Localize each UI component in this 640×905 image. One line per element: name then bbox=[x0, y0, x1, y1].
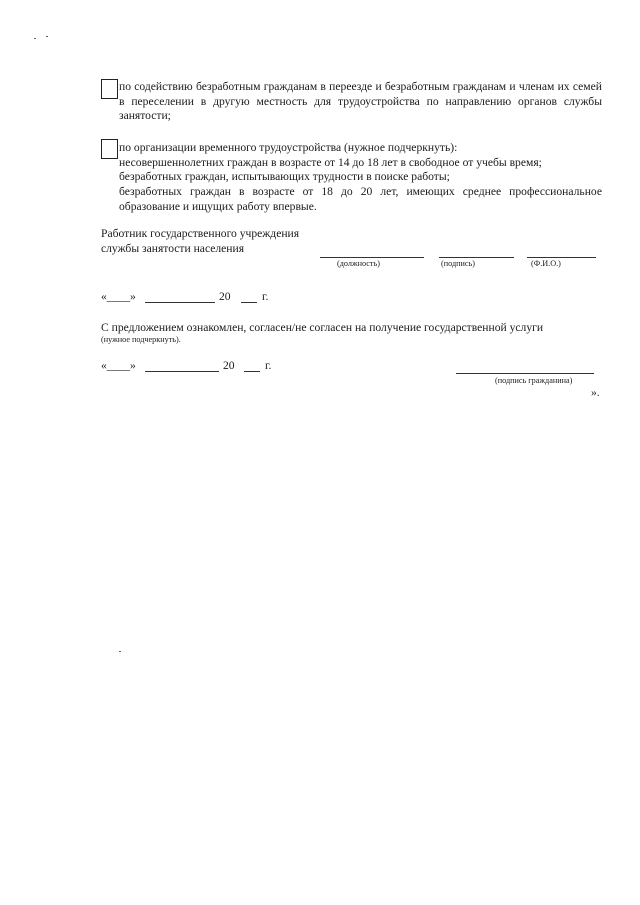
position-line[interactable] bbox=[320, 257, 424, 258]
date2-year-line[interactable] bbox=[244, 371, 260, 372]
date1-year-prefix: 20 bbox=[219, 290, 231, 303]
scan-mark bbox=[46, 36, 48, 37]
citizen-signature-caption: (подпись гражданина) bbox=[495, 376, 573, 385]
relocation-option-text: по содействию безработным гражданам в переезде и безработным гражданам и членам их семей в переселении в другую местность для трудоустройства по направлению органов службы занятости; bbox=[119, 80, 602, 122]
name-caption: (Ф.И.О.) bbox=[531, 259, 561, 268]
temp-employment-heading: по организации временного трудоустройства (нужное подчеркнуть): bbox=[119, 141, 458, 154]
temp-employment-item-young-graduates: безработных граждан в возрасте от 18 до 20 лет, имеющих среднее профессиональное образование и ищущих работу впервые. bbox=[119, 185, 602, 213]
date1-month-line[interactable] bbox=[145, 302, 215, 303]
date1-year-line[interactable] bbox=[241, 302, 257, 303]
signature-caption: (подпись) bbox=[441, 259, 475, 268]
temp-employment-item-difficulties: безработных граждан, испытывающих трудности в поиске работы; bbox=[119, 170, 450, 183]
date1-suffix: г. bbox=[262, 290, 269, 303]
temp-employment-checkbox[interactable] bbox=[101, 139, 118, 159]
position-caption: (должность) bbox=[337, 259, 380, 268]
agreement-text: С предложением ознакомлен, согласен/не согласен на получение государственной услуги bbox=[101, 321, 544, 334]
relocation-checkbox[interactable] bbox=[101, 79, 118, 99]
date2-month-line[interactable] bbox=[145, 371, 219, 372]
citizen-signature-line[interactable] bbox=[456, 373, 594, 374]
date2-year-prefix: 20 bbox=[223, 359, 235, 372]
scan-mark bbox=[119, 651, 121, 652]
agreement-note: (нужное подчеркнуть). bbox=[101, 335, 181, 344]
closing-quote: ». bbox=[591, 386, 600, 399]
worker-title-line1: Работник государственного учреждения bbox=[101, 227, 300, 240]
date1-day: «____» bbox=[101, 290, 136, 303]
name-line[interactable] bbox=[527, 257, 596, 258]
scan-mark bbox=[34, 38, 36, 39]
date2-day: «____» bbox=[101, 359, 136, 372]
date2-suffix: г. bbox=[265, 359, 272, 372]
signature-line[interactable] bbox=[439, 257, 514, 258]
temp-employment-item-minors: несовершеннолетних граждан в возрасте от 14 до 18 лет в свободное от учебы время; bbox=[119, 156, 542, 169]
worker-title-line2: службы занятости населения bbox=[101, 242, 245, 255]
